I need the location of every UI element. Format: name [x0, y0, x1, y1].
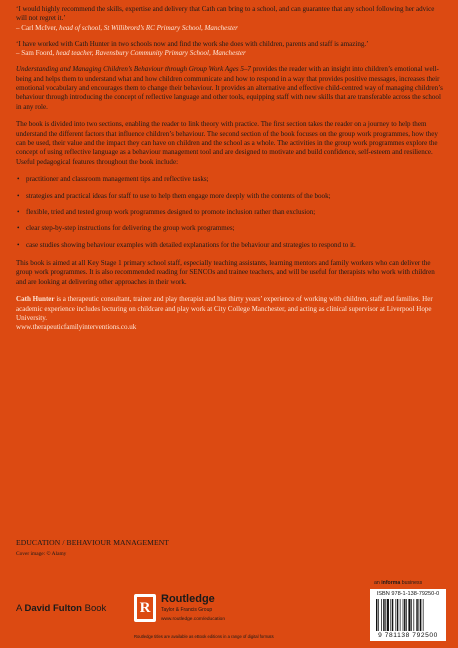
- subject-category: EDUCATION / BEHAVIOUR MANAGEMENT: [16, 538, 170, 547]
- routledge-badge-icon: [134, 594, 156, 622]
- publisher-url[interactable]: www.routledge.com/education: [161, 617, 225, 622]
- isbn-digits: 9 781138 792500: [378, 632, 438, 639]
- feature-item: • clear step-by-step instructions for delivering the group work programmes;: [16, 224, 446, 233]
- blurb: [16, 5, 446, 341]
- isbn-barcode: [370, 589, 446, 641]
- barcode-bar: [381, 599, 382, 631]
- imprint-name: David Fulton: [24, 603, 82, 614]
- sections-paragraph: The book is divided into two sections, enabling the reader to link theory with practice. The first section takes the reader on a journey to help them understand the different factors that influence children’s behaviour. The second section of the book focuses on the group work programmes, how they can be used, their value and the impact they can have on children and the school as a whole. The activities in the group work programmes explore the concept of using reflective language as a behaviour management tool and are designed to motivate and build confidence, self-esteem and resilience. Useful pedagogical features throughout the book include:: [16, 120, 438, 166]
- description-paragraph: [16, 65, 446, 111]
- testimonial-2: [16, 40, 446, 59]
- attribution-name: – Sam Foord,: [16, 49, 56, 58]
- barcode-bar: [378, 599, 379, 631]
- barcode-bar: [416, 599, 417, 631]
- testimonial-attribution: [16, 24, 238, 32]
- barcode-bar: [385, 599, 386, 631]
- routledge-badge-letter: R: [137, 597, 153, 619]
- informa-suffix: business: [400, 580, 423, 586]
- testimonial-text: ‘I have worked with Cath Hunter in two schools now and find the work she does with children, parents and staff is amazing.’: [16, 39, 369, 48]
- informa-brand: informa: [381, 580, 401, 586]
- informa-logo: [374, 580, 422, 586]
- cover-credit: Cover image: © Alamy: [16, 551, 67, 557]
- routledge-logo: [134, 590, 254, 640]
- imprint-suffix: Book: [81, 603, 107, 614]
- feature-item: • case studies showing behaviour examples with detailed explanations for the behaviour and strategies to respond to it.: [16, 241, 446, 250]
- barcode-bar: [403, 599, 404, 631]
- barcode-bar: [395, 599, 396, 631]
- barcode-bar: [413, 599, 414, 631]
- audience-paragraph: This book is aimed at all Key Stage 1 primary school staff, especially teaching assistants, learning mentors and family workers who can deliver the group work programmes. It is also recommended reading for SENCOs and trainee teachers, and will be useful for therapists who work with children and are looking at delivering other approaches in their work.: [16, 258, 435, 286]
- informa-prefix: an: [374, 580, 382, 586]
- barcode-bar: [397, 599, 398, 631]
- attribution-role: head of school, St Willibrord’s RC Primary School, Manchester: [59, 23, 238, 32]
- barcode-bar: [418, 599, 419, 631]
- testimonial-attribution: [16, 49, 246, 57]
- ebook-notice: Routledge titles are available as eBook editions in a range of digital formats: [134, 634, 274, 639]
- barcode-bar: [408, 599, 410, 631]
- barcode-bar: [387, 599, 389, 631]
- feature-item: • strategies and practical ideas for staff to use to help them engage more deeply with the contents of the book;: [16, 192, 446, 201]
- feature-item: • practitioner and classroom management tips and reflective tasks;: [16, 175, 446, 184]
- publisher-name: Routledge: [161, 593, 215, 605]
- feature-item: • flexible, tried and tested group work programmes designed to promote inclusion rather than exclusion;: [16, 208, 446, 217]
- description-text: provides the reader with an insight into children’s emotional well-being and helps them to understand what and how children communicate and how to respond in a way that provides positive messages, increases their emotional vocabulary and encourages them to change their behaviour. It provides an alternative and effective child-centred way of managing children’s behaviour through introducing the concept of reflective language and other tools, equipping staff with new skills that are transferable across the school in any role.: [16, 65, 443, 111]
- testimonial-1: [16, 5, 446, 33]
- barcode-bars-icon: [376, 599, 440, 631]
- barcode-bar: [392, 599, 393, 631]
- barcode-bar: [383, 599, 384, 631]
- book-title: Understanding and Managing Children’s Behaviour through Group Work Ages 5–7: [16, 65, 251, 74]
- barcode-bar: [404, 599, 405, 631]
- author-bio-text: is a therapeutic consultant, trainer and play therapist and has thirty years’ experience of working with children, staff and families. Her academic experience includes lecturing on childcare and play work at City College Manchester, and acting as clinical supervisor at Liverpool Hope University.: [16, 295, 433, 322]
- author-bio: [16, 295, 446, 332]
- david-fulton-logo: [16, 603, 106, 614]
- isbn-label: ISBN 978-1-138-79250-0: [376, 591, 440, 597]
- barcode-bar: [400, 599, 401, 631]
- author-website[interactable]: www.therapeuticfamilyinterventions.co.uk: [16, 323, 137, 332]
- barcode-bar: [376, 599, 377, 631]
- features-list: [16, 175, 446, 249]
- testimonial-text: ‘I would highly recommend the skills, expertise and delivery that Cath can bring to a school, and can guarantee that any school following her advice will not regret it.’: [16, 5, 435, 23]
- attribution-name: – Carl McIver,: [16, 23, 60, 32]
- barcode-bar: [406, 599, 407, 631]
- author-name: Cath Hunter: [16, 295, 55, 304]
- barcode-bar: [420, 599, 421, 631]
- barcode-bar: [423, 599, 424, 631]
- attribution-role: head teacher, Ravensbury Community Primary School, Manchester: [55, 49, 246, 58]
- barcode-bar: [390, 599, 391, 631]
- imprint-article: A: [16, 603, 25, 614]
- barcode-bar: [411, 599, 412, 631]
- publisher-group: Taylor & Francis Group: [161, 607, 213, 613]
